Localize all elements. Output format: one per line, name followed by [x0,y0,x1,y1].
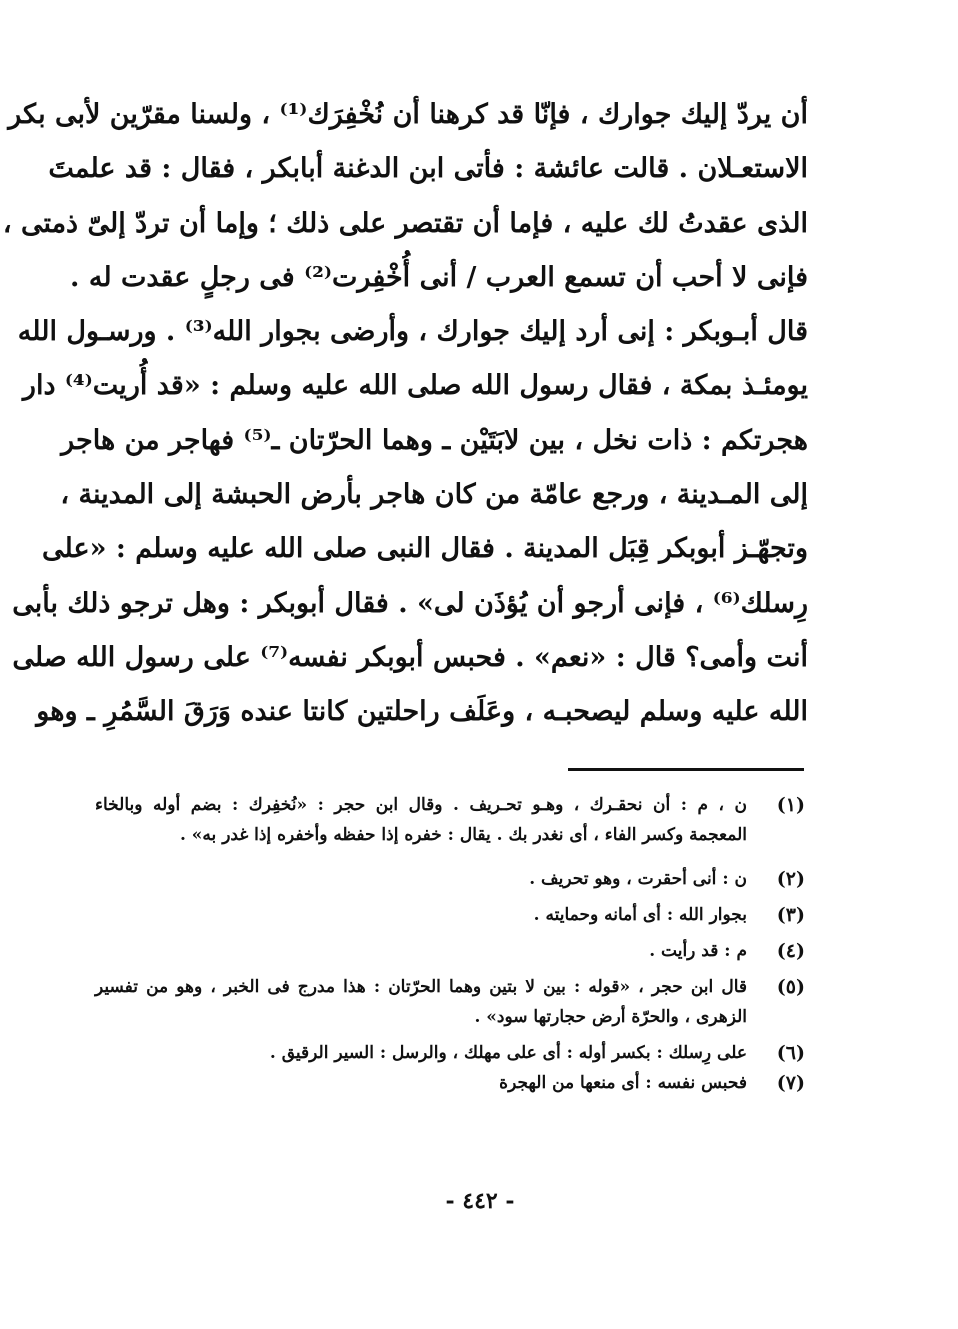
footnotes-block [95,790,805,1098]
footnote-divider [568,768,804,771]
footnote-text: ن ، م : أن نحقـرك ، وهـو تحـريف . وقال ابن حجر : «نُخفِرك : بضم أوله وبالخاء [95,795,747,815]
text-line: الله عليه وسلم ليصحبـه ، وعَلَف راحلتين كانتا عنده وَرَقَ السَّمُرِ ـ وهو [36,696,808,728]
footnote-text: فحبس نفسه : أى منعها من الهجرة [499,1073,747,1093]
text-line: أن يردّ إليك جوارك ، فإنّا قد كرهنا أن نُخْفِرَك⁽¹⁾ ، ولسنا مقرّين لأبى بكر [8,99,808,130]
text-line: أنت وأمى؟ قال : «نعم» . فحبس أبوبكر نفسه⁽⁷⁾ على رسول الله صلى [12,641,808,673]
text-line: الذى عقدتُ لك عليه ، فإما أن تقتصر على ذلك ؛ وإما أن تردّ إلىّ ذمتى ، [2,207,808,239]
text-line: وتجهّـز أبوبكر قِبَل المدينة . فقال النبى صلى الله عليه وسلم : «على [42,533,808,565]
text-line: رِسلك⁽⁶⁾ ، فإنى أرجو أن يُؤذَن لى» . فقال أبوبكر : وهل ترجو ذلك بأبى [12,587,808,619]
footnote-item [95,864,805,894]
text-line: فإنى لا أحب أن تسمع العرب / أنى أُخْفِرت⁽²⁾ فى رجلٍ عقدت له . [70,261,808,293]
footnote-text: ن : أنى أحقرت ، وهو تحريف . [529,869,747,889]
footnote-number: (٦) [776,1042,805,1064]
footnote-number: (٧) [776,1072,805,1094]
footnote-item [95,790,805,850]
text-line: يومئـذ بمكة ، فقال رسول الله صلى الله عليه وسلم : «قد أُريت⁽⁴⁾ دار [22,370,808,402]
footnote-number: (٣) [776,904,805,926]
footnote-text: بجوار الله : أى أمانه وحمايته . [533,905,747,925]
main-text-block [2,88,808,740]
footnote-item [95,900,805,930]
text-line: هجرتكم : ذات نخل ، بين لابَتَيْن ـ وهما الحرّتان ـ⁽⁵⁾ فهاجر من هاجر [61,424,808,456]
footnote-item [95,1068,805,1098]
footnote-text: الزهرى ، والحرّة أرض حجارتها سود» . [474,1007,747,1027]
page-number: - ٤٤٢ - [445,1188,515,1214]
footnote-text: م : قد رأيت . [649,941,747,961]
footnote-number: (٢) [776,868,805,890]
footnote-number: (٥) [776,976,805,998]
footnote-number: (٤) [776,940,805,962]
text-line: قال أبـوبكر : إنى أرد إليك جوارك ، وأرضى بجوار الله⁽³⁾ . ورسـول الله [17,316,808,348]
footnote-item [95,936,805,966]
footnote-text: المعجمة وكسر الفاء ، أى نغدر بك . يقال : خفره إذا حفظه وأخفره إذا غدر به» . [179,825,747,845]
footnote-item [95,972,805,1032]
footnote-text: على رِسلك : بكسر أوله : أى على مهلك ، والرسل : السير الرقيق . [269,1043,747,1063]
footnote-item [95,1038,805,1068]
text-line: الاستعـلان . قالت عائشة : فأتى ابن الدغنة أبابكر ، فقال : قد علمتَ [48,153,808,185]
footnote-number: (١) [776,794,805,816]
text-line: إلى المـدينة ، ورجع عامّة من كان هاجر بأرض الحبشة إلى المدينة ، [60,479,808,511]
footnote-text: قال ابن حجر ، «قوله : بين لا بتين وهما الحرّتان : هذا مدرج فى الخبر ، وهو من تفسير [95,977,747,997]
